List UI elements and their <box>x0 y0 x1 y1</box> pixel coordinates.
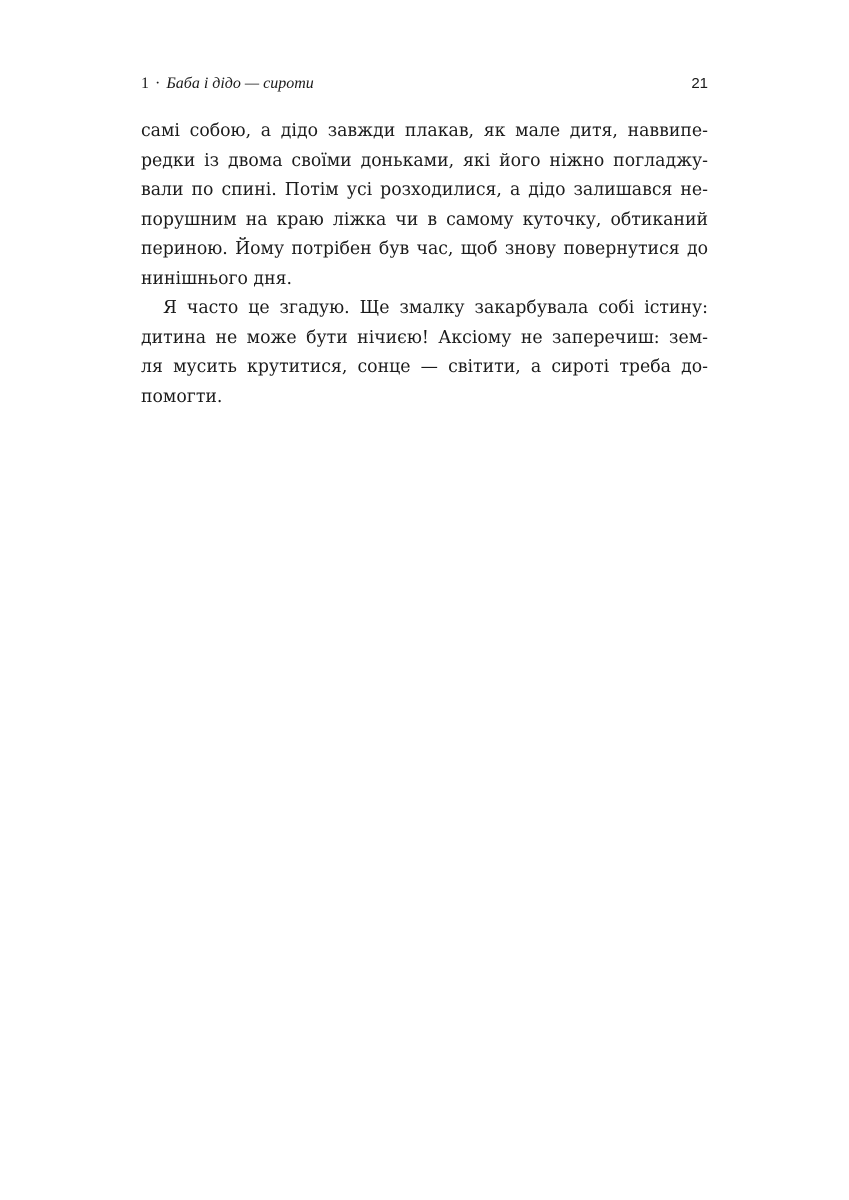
text-line: самі собою, а дідо завжди плакав, як мале дитя, наввипе- <box>141 121 708 141</box>
page-number: 21 <box>691 75 708 92</box>
text-line: ля мусить крутитися, сонце — світити, а сироті треба до- <box>141 357 708 377</box>
running-head <box>141 72 708 96</box>
paragraph-1 <box>141 117 708 294</box>
text-line: вали по спині. Потім усі розходилися, а дідо залишався не- <box>141 180 708 200</box>
text-line: периною. Йому потрібен був час, щоб знову повернутися до <box>141 239 708 259</box>
text-line: порушним на краю ліжка чи в самому куточку, обтиканий <box>141 209 708 230</box>
running-head-separator: · <box>155 75 161 92</box>
text-line: помогти. <box>141 386 223 407</box>
body-text <box>141 117 708 412</box>
paragraph-2 <box>141 294 708 412</box>
chapter-title: Баба і дідо — сироти <box>166 75 314 92</box>
text-line: нинішнього дня. <box>141 268 292 289</box>
text-line: редки із двома своїми доньками, які його ніжно погладжу- <box>141 150 708 171</box>
text-line: дитина не може бути нічиєю! Аксіому не заперечиш: зем- <box>141 327 708 348</box>
running-head-left <box>141 72 314 96</box>
chapter-number: 1 <box>141 75 149 92</box>
text-line: Я часто це згадую. Ще змалку закарбувала собі істину: <box>163 298 708 318</box>
